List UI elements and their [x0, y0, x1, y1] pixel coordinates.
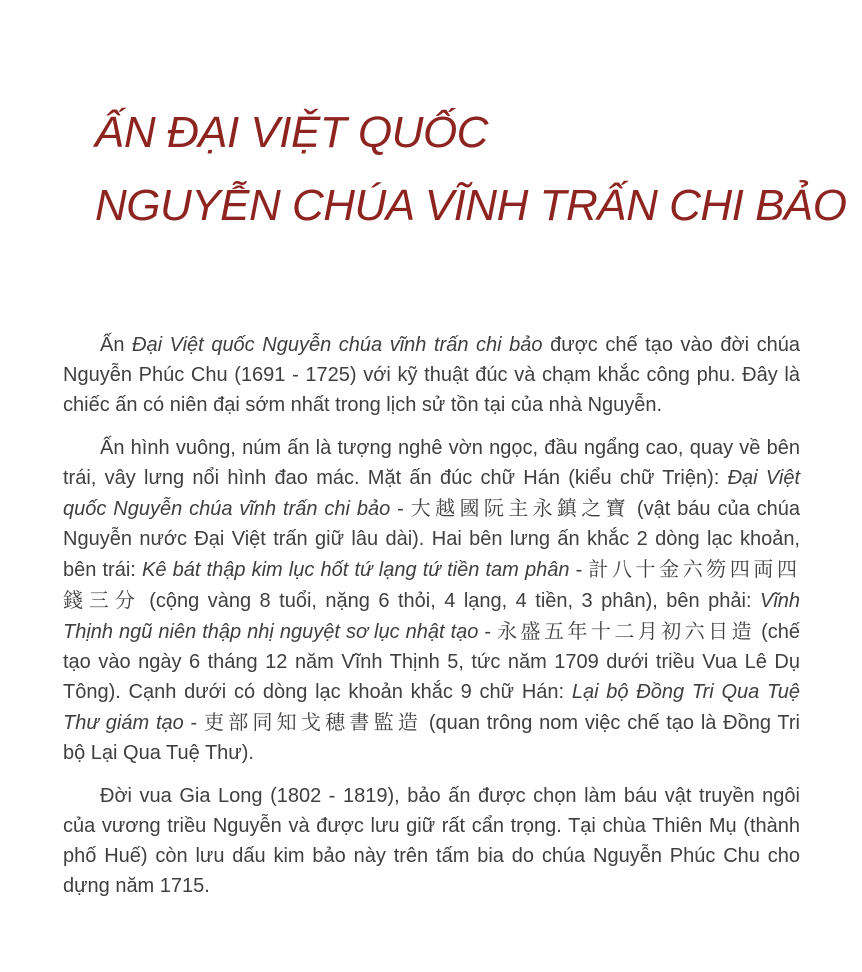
text-run-normal: Ấn hình vuông, núm ấn là tượng nghê vờn ngọc, đầu ngẩng cao, quay về bên trái, vây lưng nổi hình đao mác. Mặt ấn đúc chữ Hán (kiểu chữ Triện):	[63, 437, 800, 489]
article-body	[63, 330, 800, 901]
text-run-normal: -	[569, 559, 589, 581]
text-run-italic: Lại bộ Đồng Tri Qua Tuệ Thư giám tạo	[63, 681, 801, 734]
paragraph-3	[63, 781, 800, 901]
page-title-line-2: NGUYỄN CHÚA VĨNH TRẤN CHI BẢO	[95, 181, 847, 230]
text-run-normal: được chế tạo vào đời chúa Nguyễn Phúc Chu (1691 - 1725) với kỹ thuật đúc và chạm khắc công phu. Đây là chiếc ấn có niên đại sớm nhất trong lịch sử tồn tại của nhà Nguyễn.	[63, 334, 801, 416]
text-run-italic: Đại Việt quốc Nguyễn chúa vĩnh trấn chi bảo	[132, 334, 543, 356]
text-run-cjk: 吏部同知戈穂書監造	[203, 710, 423, 734]
page-title-line-1: ẤN ĐẠI VIỆT QUỐC	[95, 108, 488, 157]
text-run-italic: Vĩnh Thịnh ngũ niên thập nhị nguyệt sơ lục nhật tạo	[63, 590, 801, 643]
text-run-normal: -	[390, 498, 411, 520]
page-title	[95, 96, 847, 242]
text-run-normal: (cộng vàng 8 tuổi, nặng 6 thỏi, 4 lạng, 4 tiền, 3 phân), bên phải:	[140, 590, 760, 612]
text-run-cjk: 永盛五年十二月初六日造	[497, 619, 756, 643]
text-run-normal: (quan trông nom việc chế tạo là Đồng Tri bộ Lại Qua Tuệ Thư).	[63, 712, 800, 764]
text-run-italic: Đại Việt quốc Nguyễn chúa vĩnh trấn chi bảo	[63, 467, 800, 520]
text-run-normal: (chế tạo vào ngày 6 tháng 12 năm Vĩnh Thịnh 5, tức năm 1709 dưới triều Vua Lê Dụ Tông). Cạnh dưới có dòng lạc khoản khắc 9 chữ Hán:	[63, 621, 800, 703]
text-run-normal: (vật báu của chúa Nguyễn nước Đại Việt trấn giữ lâu dài). Hai bên lưng ấn khắc 2 dòng lạc khoản, bên trái:	[63, 498, 800, 581]
text-run-italic: Kê bát thập kim lục hốt tứ lạng tứ tiền tam phân	[141, 559, 570, 581]
text-run-normal: Ấn	[100, 334, 133, 356]
text-run-normal: -	[478, 621, 498, 643]
text-run-normal: -	[183, 712, 204, 734]
text-run-cjk: 大越國阮主永鎮之寶	[410, 496, 630, 520]
text-run-cjk: 計八十金六笏四両四錢三分	[63, 557, 801, 612]
paragraph-2	[63, 433, 800, 768]
text-run-normal: Đời vua Gia Long (1802 - 1819), bảo ấn được chọn làm báu vật truyền ngôi của vương triều Nguyễn và được lưu giữ rất cẩn trọng. Tại chùa Thiên Mụ (thành phố Huế) còn lưu dấu kim bảo này trên tấm bia do chúa Nguyễn Phúc Chu cho dựng năm 1715.	[63, 785, 800, 897]
paragraph-1	[63, 330, 800, 420]
